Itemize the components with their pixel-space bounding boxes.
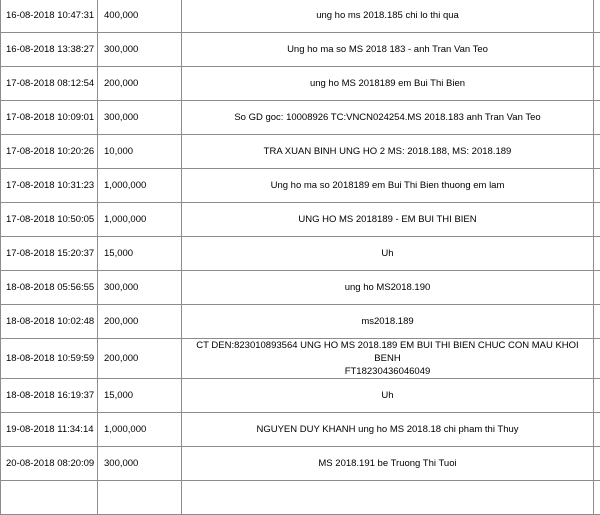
transaction-amount: 15,000 — [98, 237, 182, 271]
transaction-description: ung ho MS 2018189 em Bui Thi Bien — [182, 67, 594, 101]
transaction-date: 18-08-2018 05:56:55 — [1, 271, 98, 305]
table-row — [1, 67, 600, 101]
transaction-amount: 200,000 — [98, 339, 182, 379]
transaction-description: Uh — [182, 237, 594, 271]
transaction-description: Uh — [182, 379, 594, 413]
transaction-description: NGUYEN DUY KHANH ung ho MS 2018.18 chi pham thi Thuy — [182, 413, 594, 447]
transaction-amount: 300,000 — [98, 101, 182, 135]
table-cell-empty — [594, 135, 600, 169]
table-row — [1, 339, 600, 379]
table-row — [1, 203, 600, 237]
transaction-description: ung ho ms 2018.185 chi lo thi qua — [182, 0, 594, 33]
table-cell-empty — [594, 169, 600, 203]
transaction-description — [182, 339, 594, 379]
table-cell-empty — [594, 237, 600, 271]
table-cell-empty — [594, 379, 600, 413]
transaction-amount: 300,000 — [98, 271, 182, 305]
transaction-date: 17-08-2018 15:20:37 — [1, 237, 98, 271]
table-cell-empty — [98, 481, 182, 515]
transaction-amount: 10,000 — [98, 135, 182, 169]
transaction-date: 16-08-2018 10:47:31 — [1, 0, 98, 33]
table-cell-empty — [594, 305, 600, 339]
table-row — [1, 413, 600, 447]
transaction-date: 17-08-2018 10:09:01 — [1, 101, 98, 135]
transaction-description: ung ho MS2018.190 — [182, 271, 594, 305]
transaction-amount: 15,000 — [98, 379, 182, 413]
table-row — [1, 169, 600, 203]
transaction-date: 17-08-2018 08:12:54 — [1, 67, 98, 101]
table-cell-empty — [594, 67, 600, 101]
table-row — [1, 135, 600, 169]
transaction-description: UNG HO MS 2018189 - EM BUI THI BIEN — [182, 203, 594, 237]
transaction-description: ms2018.189 — [182, 305, 594, 339]
table-cell-empty — [594, 271, 600, 305]
transaction-amount: 1,000,000 — [98, 413, 182, 447]
table-row — [1, 271, 600, 305]
table-cell-empty — [594, 481, 600, 515]
table-cell-empty — [182, 481, 594, 515]
transaction-amount: 300,000 — [98, 33, 182, 67]
transaction-date: 18-08-2018 10:59:59 — [1, 339, 98, 379]
transaction-description: MS 2018.191 be Truong Thi Tuoi — [182, 447, 594, 481]
transaction-date: 18-08-2018 16:19:37 — [1, 379, 98, 413]
table-row — [1, 33, 600, 67]
table-cell-empty — [594, 203, 600, 237]
table-row — [1, 481, 600, 515]
transaction-date: 18-08-2018 10:02:48 — [1, 305, 98, 339]
transaction-date: 17-08-2018 10:50:05 — [1, 203, 98, 237]
transaction-description: Ung ho ma so 2018189 em Bui Thi Bien thuong em lam — [182, 169, 594, 203]
table-cell-empty — [594, 339, 600, 379]
table-row — [1, 305, 600, 339]
transaction-description: So GD goc: 10008926 TC:VNCN024254.MS 2018.183 anh Tran Van Teo — [182, 101, 594, 135]
transaction-description: Ung ho ma so MS 2018 183 - anh Tran Van Teo — [182, 33, 594, 67]
transaction-description: TRA XUAN BINH UNG HO 2 MS: 2018.188, MS: 2018.189 — [182, 135, 594, 169]
table-cell-empty — [594, 447, 600, 481]
transaction-date: 17-08-2018 10:31:23 — [1, 169, 98, 203]
transaction-description-line: CT DEN:823010893564 UNG HO MS 2018.189 EM BUI THI BIEN CHUC CON MAU KHOI BENH — [185, 339, 590, 365]
transaction-amount: 200,000 — [98, 67, 182, 101]
transaction-amount: 1,000,000 — [98, 203, 182, 237]
table-cell-empty — [594, 33, 600, 67]
transaction-date: 16-08-2018 13:38:27 — [1, 33, 98, 67]
table-row — [1, 0, 600, 33]
transaction-amount: 1,000,000 — [98, 169, 182, 203]
table-cell-empty — [594, 413, 600, 447]
transaction-amount: 200,000 — [98, 305, 182, 339]
table-cell-empty — [594, 0, 600, 33]
transaction-amount: 300,000 — [98, 447, 182, 481]
table-row — [1, 447, 600, 481]
transaction-date: 17-08-2018 10:20:26 — [1, 135, 98, 169]
table-cell-empty — [594, 101, 600, 135]
transaction-description-line: FT18230436046049 — [185, 365, 590, 378]
table-row — [1, 379, 600, 413]
table-cell-empty — [1, 481, 98, 515]
table-row — [1, 101, 600, 135]
transaction-date: 19-08-2018 11:34:14 — [1, 413, 98, 447]
table-row — [1, 237, 600, 271]
transaction-amount: 400,000 — [98, 0, 182, 33]
transaction-date: 20-08-2018 08:20:09 — [1, 447, 98, 481]
